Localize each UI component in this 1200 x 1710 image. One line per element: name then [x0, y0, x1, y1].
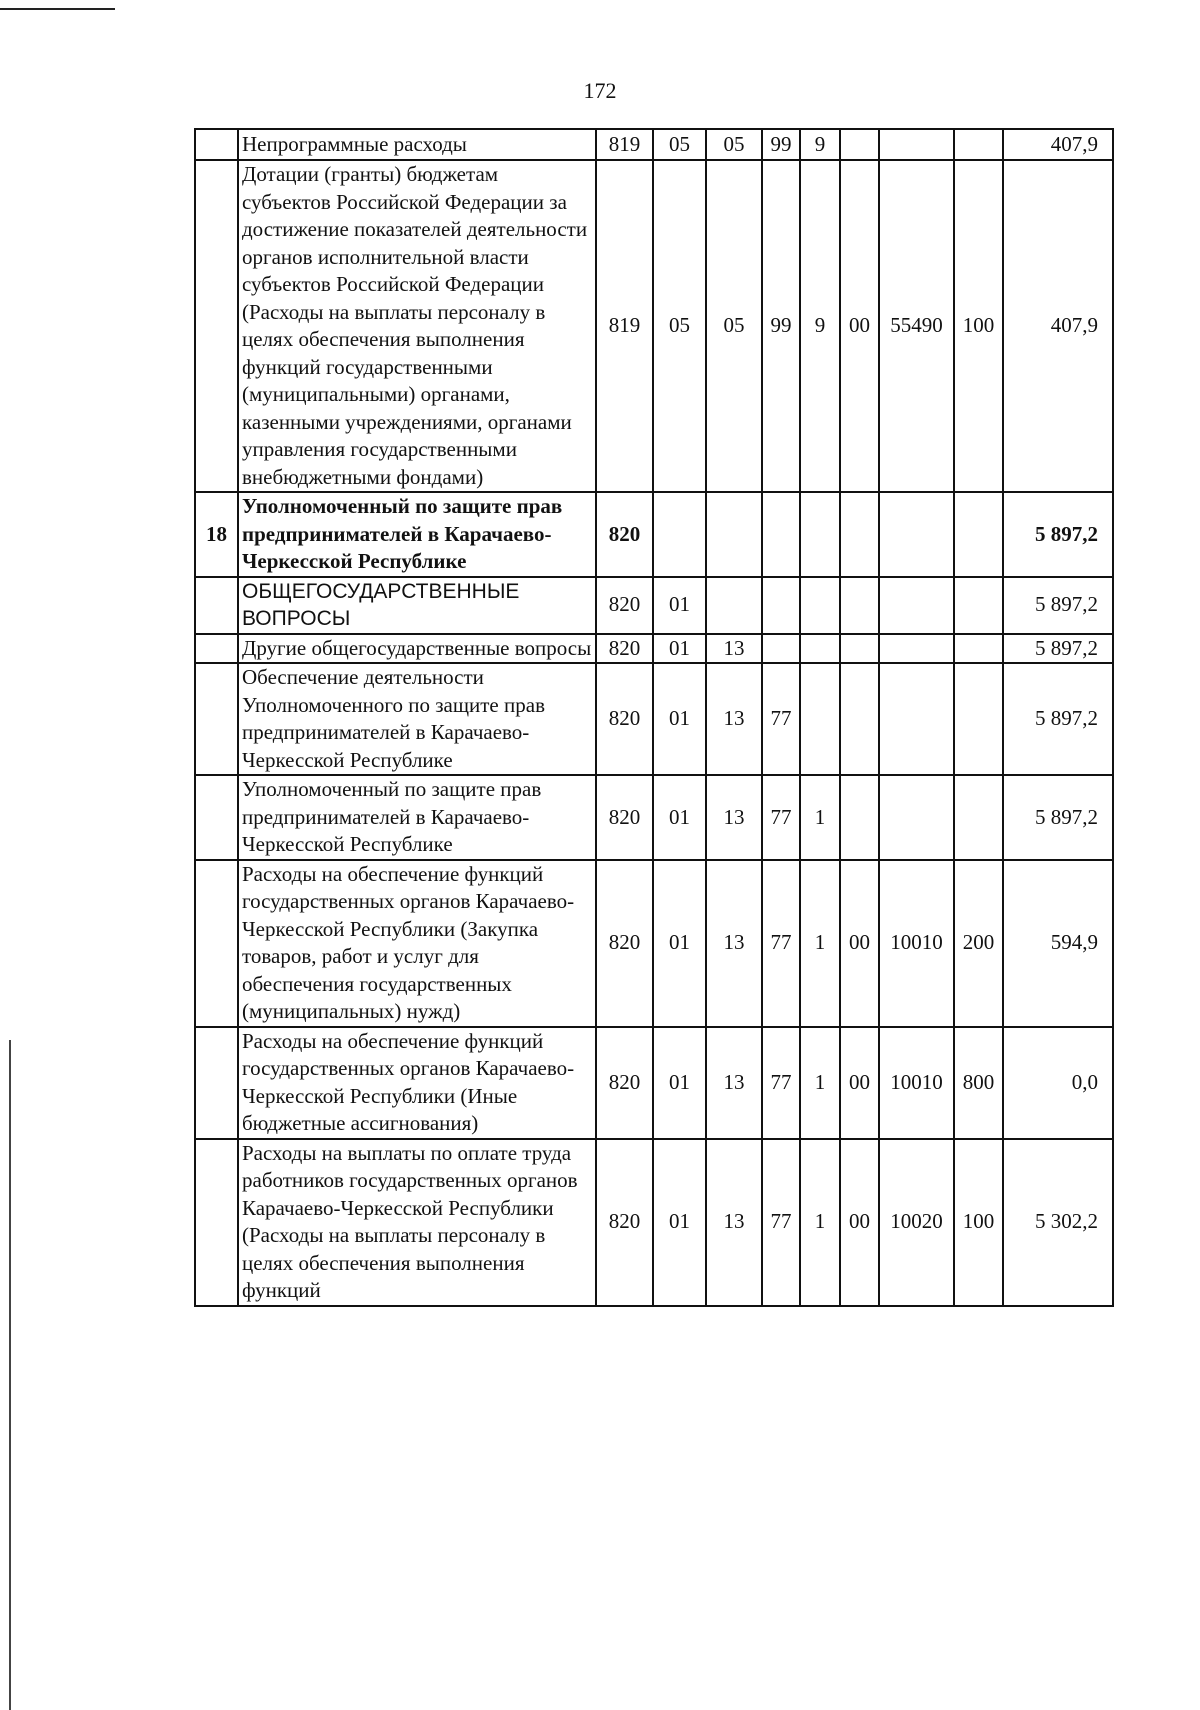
code-section: 01	[653, 663, 706, 775]
code-subsection: 13	[706, 860, 762, 1027]
code-subsection: 13	[706, 634, 762, 664]
row-number	[195, 634, 238, 664]
budget-table	[194, 128, 1114, 1307]
code-expense-type	[954, 775, 1003, 860]
code-subsection: 13	[706, 1027, 762, 1139]
code-expense-type	[954, 129, 1003, 160]
code-ministry: 820	[596, 1027, 653, 1139]
row-name: Непрограммные расходы	[238, 129, 596, 160]
code-subsection: 13	[706, 1139, 762, 1306]
code-event	[840, 492, 879, 577]
code-section: 01	[653, 634, 706, 664]
row-name: Уполномоченный по защите прав предпринимателей в Карачаево-Черкесской Республике	[238, 775, 596, 860]
code-event	[840, 663, 879, 775]
code-event: 00	[840, 1139, 879, 1306]
code-program: 77	[762, 775, 800, 860]
table-row	[195, 775, 1113, 860]
row-sum: 5 897,2	[1003, 663, 1113, 775]
code-subprogram: 9	[800, 129, 840, 160]
row-name: Обеспечение деятельности Уполномоченного по защите прав предпринимателей в Карачаево-Черкесской Республике	[238, 663, 596, 775]
code-program: 77	[762, 860, 800, 1027]
code-section: 05	[653, 160, 706, 492]
table-row-section-header	[195, 492, 1113, 577]
row-sum: 407,9	[1003, 160, 1113, 492]
row-name: Дотации (гранты) бюджетам субъектов Российской Федерации за достижение показателей деятельности органов исполнительной власти субъектов Российской Федерации (Расходы на выплаты персоналу в целях обеспечения выполнения функций государственными (муниципальными) органами, казенными учреждениями, органами управления государственными внебюджетными фондами)	[238, 160, 596, 492]
code-program: 77	[762, 1139, 800, 1306]
code-expense-type	[954, 663, 1003, 775]
code-expense-type: 100	[954, 1139, 1003, 1306]
code-event: 00	[840, 860, 879, 1027]
code-direction	[879, 492, 954, 577]
table-row	[195, 663, 1113, 775]
code-subprogram: 1	[800, 1027, 840, 1139]
code-direction	[879, 577, 954, 634]
code-subprogram	[800, 492, 840, 577]
code-ministry: 820	[596, 775, 653, 860]
code-expense-type: 100	[954, 160, 1003, 492]
code-ministry: 820	[596, 634, 653, 664]
code-program: 99	[762, 129, 800, 160]
code-section	[653, 492, 706, 577]
row-sum: 594,9	[1003, 860, 1113, 1027]
code-event: 00	[840, 1027, 879, 1139]
table-row	[195, 129, 1113, 160]
code-subsection: 05	[706, 129, 762, 160]
code-ministry: 819	[596, 129, 653, 160]
row-sum: 5 897,2	[1003, 634, 1113, 664]
code-expense-type: 800	[954, 1027, 1003, 1139]
code-subprogram	[800, 577, 840, 634]
row-name: ОБЩЕГОСУДАРСТВЕННЫЕ ВОПРОСЫ	[238, 577, 596, 634]
code-section: 01	[653, 577, 706, 634]
code-direction	[879, 663, 954, 775]
code-program	[762, 577, 800, 634]
scan-edge-left	[9, 1040, 11, 1710]
row-name: Расходы на обеспечение функций государственных органов Карачаево-Черкесской Республики (Иные бюджетные ассигнования)	[238, 1027, 596, 1139]
code-subprogram: 1	[800, 775, 840, 860]
code-program: 77	[762, 1027, 800, 1139]
code-expense-type	[954, 577, 1003, 634]
row-sum: 5 897,2	[1003, 492, 1113, 577]
code-section: 01	[653, 775, 706, 860]
code-direction: 55490	[879, 160, 954, 492]
row-number	[195, 663, 238, 775]
code-event	[840, 775, 879, 860]
code-subprogram: 9	[800, 160, 840, 492]
table-row	[195, 160, 1113, 492]
row-number: 18	[195, 492, 238, 577]
code-direction	[879, 129, 954, 160]
row-number	[195, 775, 238, 860]
code-subsection: 13	[706, 663, 762, 775]
code-event: 00	[840, 160, 879, 492]
table-row	[195, 1027, 1113, 1139]
row-number	[195, 160, 238, 492]
code-subsection: 05	[706, 160, 762, 492]
code-subprogram: 1	[800, 1139, 840, 1306]
code-section: 01	[653, 1027, 706, 1139]
row-name: Расходы на выплаты по оплате труда работников государственных органов Карачаево-Черкесской Республики (Расходы на выплаты персоналу в целях обеспечения выполнения функций	[238, 1139, 596, 1306]
page-number: 172	[583, 78, 617, 103]
row-number	[195, 129, 238, 160]
code-expense-type: 200	[954, 860, 1003, 1027]
table-row	[195, 634, 1113, 664]
row-sum: 5 897,2	[1003, 775, 1113, 860]
table-row	[195, 860, 1113, 1027]
code-subprogram: 1	[800, 860, 840, 1027]
code-direction: 10010	[879, 860, 954, 1027]
code-direction	[879, 775, 954, 860]
row-name: Уполномоченный по защите прав предпринимателей в Карачаево-Черкесской Республике	[238, 492, 596, 577]
row-name: Расходы на обеспечение функций государственных органов Карачаево-Черкесской Республики (Закупка товаров, работ и услуг для обеспечения государственных (муниципальных) нужд)	[238, 860, 596, 1027]
row-name: Другие общегосударственные вопросы	[238, 634, 596, 664]
code-direction: 10010	[879, 1027, 954, 1139]
code-program	[762, 492, 800, 577]
code-ministry: 820	[596, 1139, 653, 1306]
code-ministry: 820	[596, 663, 653, 775]
code-event	[840, 634, 879, 664]
code-direction	[879, 634, 954, 664]
code-ministry: 820	[596, 577, 653, 634]
code-section: 01	[653, 1139, 706, 1306]
code-ministry: 820	[596, 860, 653, 1027]
code-subsection	[706, 577, 762, 634]
code-direction: 10020	[879, 1139, 954, 1306]
row-sum: 0,0	[1003, 1027, 1113, 1139]
row-sum: 5 302,2	[1003, 1139, 1113, 1306]
code-subsection	[706, 492, 762, 577]
code-section: 01	[653, 860, 706, 1027]
code-expense-type	[954, 634, 1003, 664]
code-program	[762, 634, 800, 664]
code-program: 77	[762, 663, 800, 775]
code-subprogram	[800, 634, 840, 664]
row-number	[195, 577, 238, 634]
row-sum: 407,9	[1003, 129, 1113, 160]
code-subprogram	[800, 663, 840, 775]
table-row	[195, 1139, 1113, 1306]
scan-edge-mark	[0, 8, 115, 10]
code-ministry: 819	[596, 160, 653, 492]
row-sum: 5 897,2	[1003, 577, 1113, 634]
code-program: 99	[762, 160, 800, 492]
row-number	[195, 1027, 238, 1139]
code-ministry: 820	[596, 492, 653, 577]
code-subsection: 13	[706, 775, 762, 860]
code-event	[840, 577, 879, 634]
code-expense-type	[954, 492, 1003, 577]
code-event	[840, 129, 879, 160]
row-number	[195, 860, 238, 1027]
row-number	[195, 1139, 238, 1306]
table-row	[195, 577, 1113, 634]
code-section: 05	[653, 129, 706, 160]
